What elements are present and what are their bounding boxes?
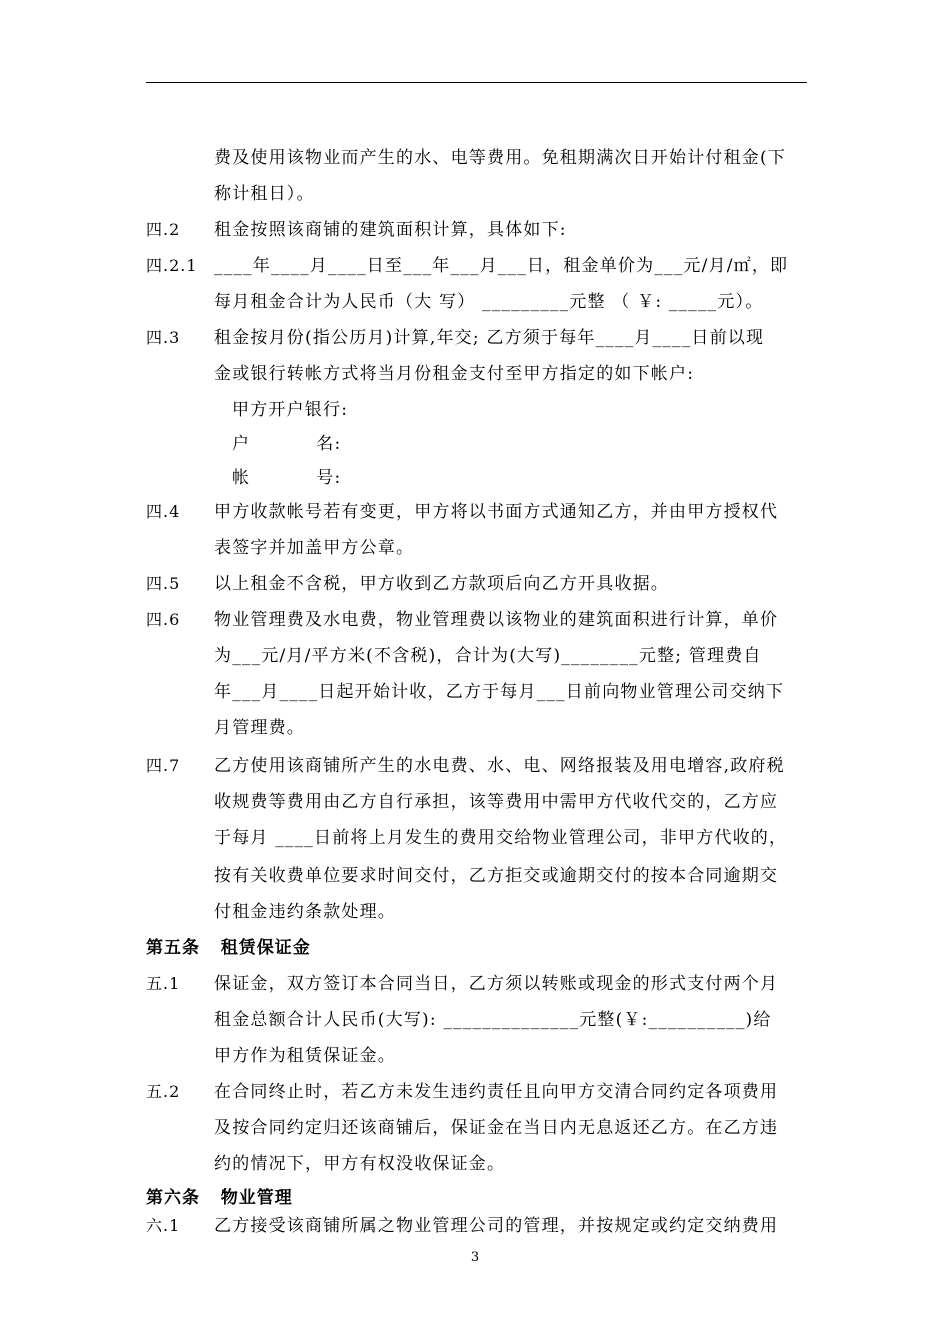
text-line: 物业管理费及水电费，物业管理费以该物业的建筑面积进行计算，单价 — [214, 610, 779, 630]
text-line: 租金总额合计人民币(大写): ______________元整(￥:__________)给 — [214, 1010, 772, 1030]
clause-number: 四.2.1 — [146, 256, 198, 275]
clause-number: 四.2 — [146, 220, 181, 239]
text-line: 收规费等费用由乙方自行承担，该等费用中需甲方代收代交的，乙方应 — [214, 792, 779, 812]
account-name-label: 户 名: — [232, 434, 342, 454]
text-line: 为___元/月/平方米(不含税)，合计为(大写)________元整; 管理费自 — [214, 646, 762, 666]
text-line: 按有关收费单位要求时间交付，乙方拒交或逾期交付的按本合同逾期交 — [214, 866, 779, 886]
header-rule — [146, 82, 807, 83]
clause-number: 六.1 — [146, 1216, 181, 1235]
text-line: ____年____月____日至___年___月___日，租金单价为___元/月/㎡，即 — [214, 256, 789, 276]
clause-number: 四.4 — [146, 502, 181, 521]
text-line: 称计租日）。 — [214, 184, 315, 204]
clause-number: 四.5 — [146, 574, 181, 593]
article-heading: 第五条 租赁保证金 — [146, 938, 311, 958]
text-line: 每月租金合计为人民币（大 写） _________元整 （ ￥: _____元）。 — [214, 292, 764, 312]
text-line: 租金按照该商铺的建筑面积计算，具体如下: — [214, 220, 567, 240]
account-number-label: 帐 号: — [232, 468, 342, 488]
clause-number: 四.6 — [146, 610, 181, 629]
text-line: 年___月____日起开始计收，乙方于每月___日前向物业管理公司交纳下 — [214, 682, 785, 702]
text-line: 保证金，双方签订本合同当日，乙方须以转账或现金的形式支付两个月 — [214, 974, 779, 994]
page-number: 3 — [470, 1250, 480, 1265]
text-line: 以上租金不含税，甲方收到乙方款项后向乙方开具收据。 — [214, 574, 669, 594]
text-line: 甲方作为租赁保证金。 — [214, 1046, 396, 1066]
clause-number: 四.7 — [146, 756, 181, 775]
clause-number: 五.2 — [146, 1082, 181, 1101]
text-line: 付租金违约条款处理。 — [214, 902, 396, 922]
text-line: 金或银行转帐方式将当月份租金支付至甲方指定的如下帐户: — [214, 364, 695, 384]
text-line: 于每月 ____日前将上月发生的费用交给物业管理公司，非甲方代收的， — [214, 828, 788, 848]
text-line: 乙方接受该商铺所属之物业管理公司的管理，并按规定或约定交纳费用 — [214, 1216, 779, 1236]
text-line: 费及使用该物业而产生的水、电等费用。免租期满次日开始计付租金(下 — [214, 148, 787, 168]
text-line: 在合同终止时，若乙方未发生违约责任且向甲方交清合同约定各项费用 — [214, 1082, 779, 1102]
text-line: 及按合同约定归还该商铺后，保证金在当日内无息返还乙方。在乙方违 — [214, 1118, 779, 1138]
text-line: 甲方收款帐号若有变更，甲方将以书面方式通知乙方，并由甲方授权代 — [214, 502, 779, 522]
clause-number: 四.3 — [146, 328, 181, 347]
text-line: 乙方使用该商铺所产生的水电费、水、电、网络报装及用电增容,政府税 — [214, 756, 785, 776]
article-heading: 第六条 物业管理 — [146, 1188, 293, 1208]
text-line: 月管理费。 — [214, 718, 305, 738]
bank-label: 甲方开户银行: — [232, 400, 349, 420]
text-line: 约的情况下，甲方有权没收保证金。 — [214, 1154, 506, 1174]
text-line: 租金按月份(指公历月)计算,年交; 乙方须于每年____月____日前以现 — [214, 328, 765, 348]
text-line: 表签字并加盖甲方公章。 — [214, 538, 415, 558]
clause-number: 五.1 — [146, 974, 181, 993]
